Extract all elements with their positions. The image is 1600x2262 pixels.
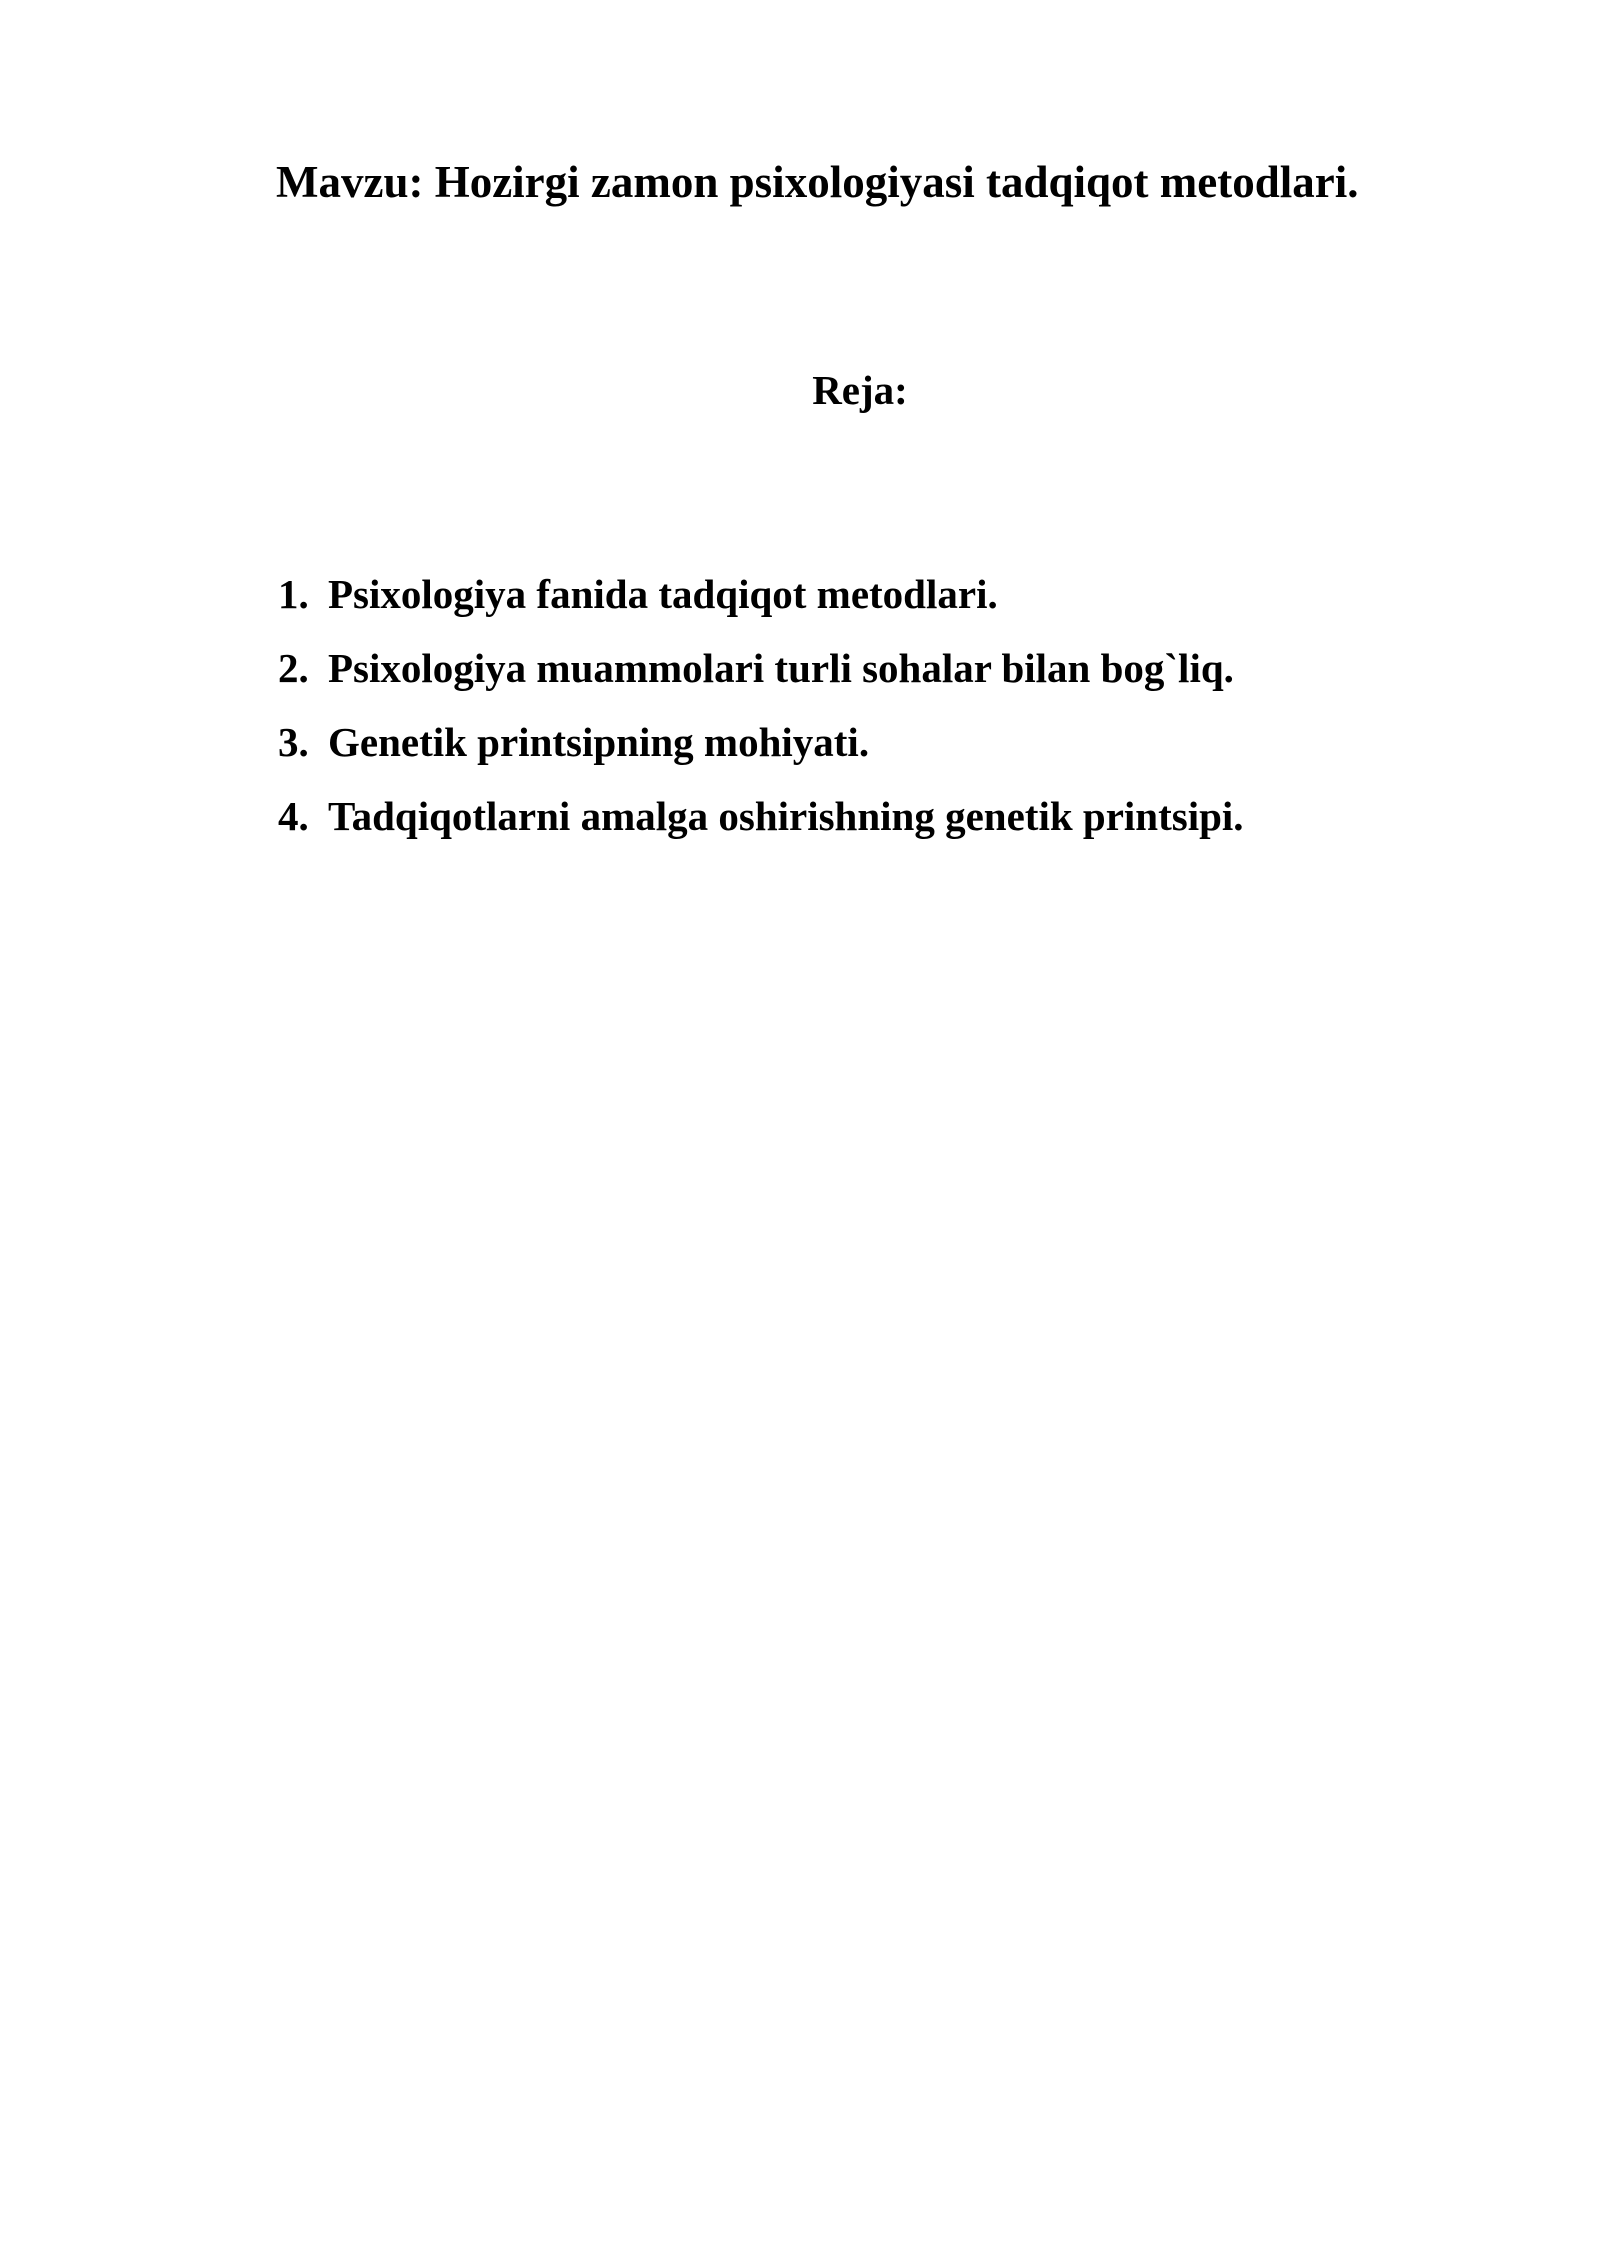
plan-item-number: 3. bbox=[278, 719, 309, 765]
plan-item-text: Psixologiya fanida tadqiqot metodlari. bbox=[328, 571, 998, 617]
plan-item-text: Genetik printsipning mohiyati. bbox=[328, 719, 870, 765]
document-title: Mavzu: Hozirgi zamon psixologiyasi tadqiqot metodlari. bbox=[276, 157, 1359, 207]
plan-item-2 bbox=[278, 640, 1244, 714]
plan-item-3 bbox=[278, 714, 1244, 788]
plan-item-4 bbox=[278, 788, 1244, 862]
plan-item-number: 4. bbox=[278, 793, 309, 839]
plan-item-1 bbox=[278, 566, 1244, 640]
plan-heading: Reja: bbox=[812, 367, 908, 413]
plan-item-number: 2. bbox=[278, 645, 309, 691]
plan-list bbox=[278, 566, 1244, 862]
plan-item-text: Psixologiya muammolari turli sohalar bilan bog`liq. bbox=[328, 645, 1234, 691]
plan-item-number: 1. bbox=[278, 571, 309, 617]
plan-item-text: Tadqiqotlarni amalga oshirishning genetik printsipi. bbox=[328, 793, 1244, 839]
